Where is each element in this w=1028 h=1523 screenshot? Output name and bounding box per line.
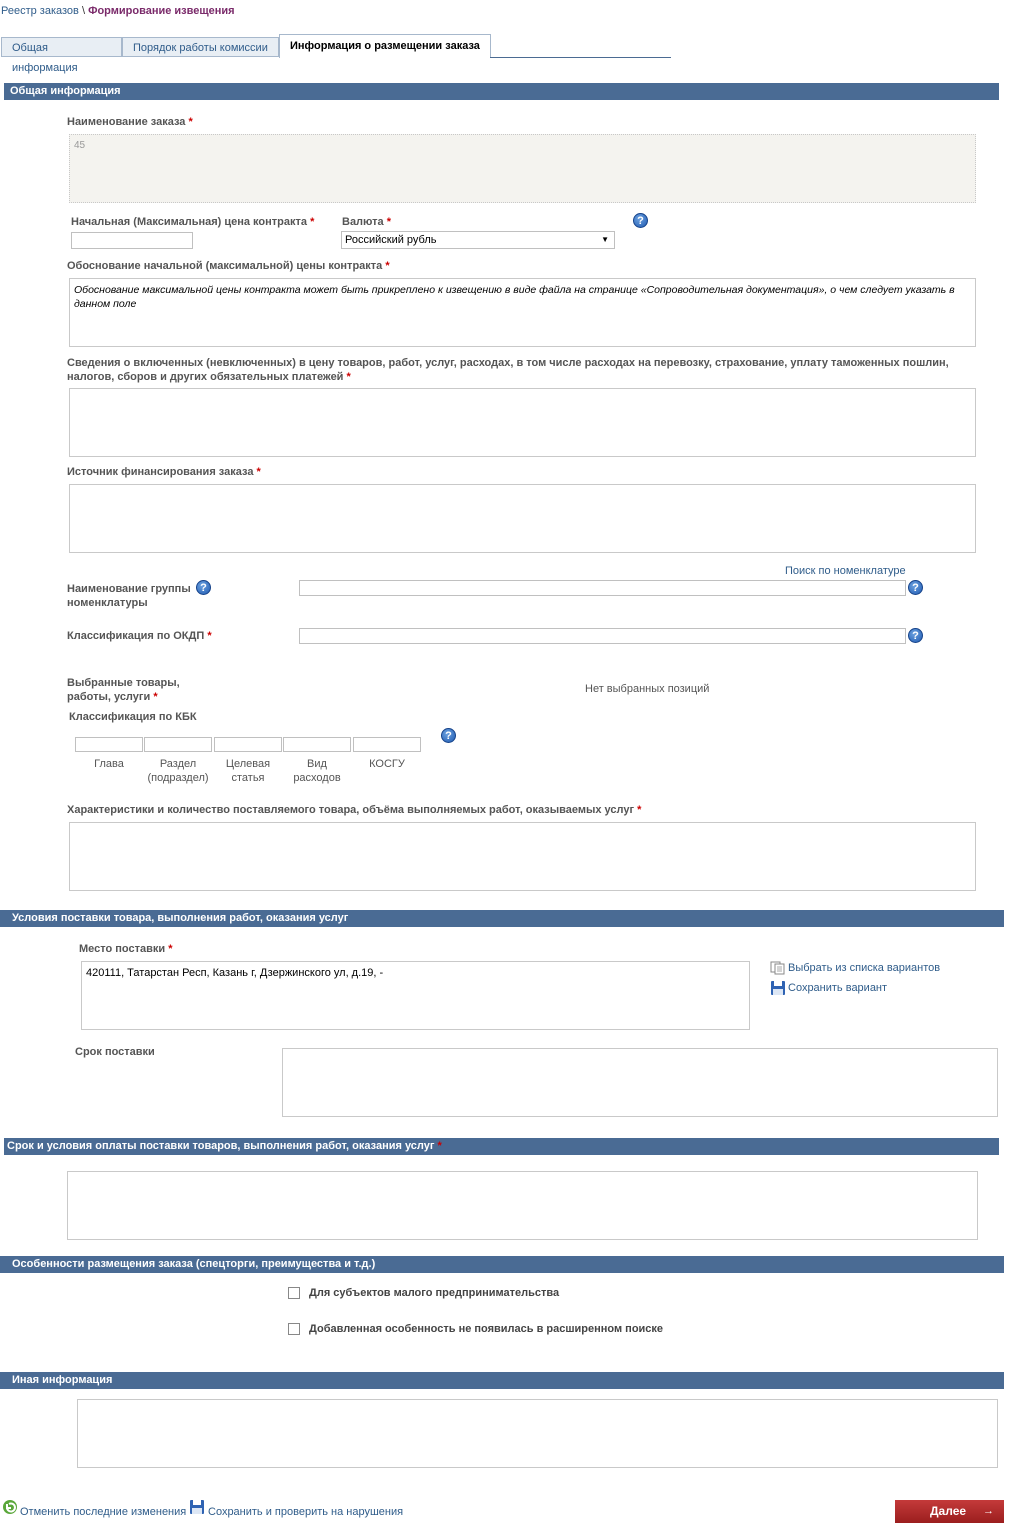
copy-list-icon[interactable] — [770, 961, 786, 975]
required-mark: * — [385, 260, 390, 272]
save-variant-link[interactable]: Сохранить вариант — [788, 982, 888, 994]
okdp-input[interactable] — [299, 628, 906, 644]
arrow-right-icon: → — [983, 1505, 994, 1517]
kbk-section-label: Раздел (подраздел) — [147, 758, 209, 784]
tab-underline — [490, 57, 671, 58]
breadcrumb-parent-link[interactable]: Реестр заказов — [1, 5, 79, 17]
kbk-chapter-label: Глава — [94, 758, 124, 770]
nomenclature-search-link[interactable]: Поиск по номенклатуре — [785, 565, 906, 577]
help-icon[interactable]: ? — [196, 580, 211, 595]
help-icon[interactable]: ? — [908, 580, 923, 595]
price-basis-label — [67, 260, 390, 272]
currency-label — [342, 216, 391, 228]
section-general-header: Общая информация — [4, 83, 999, 100]
funding-source-textarea[interactable] — [69, 484, 976, 553]
required-mark: * — [153, 691, 158, 703]
added-feature-checkbox[interactable] — [288, 1323, 300, 1335]
included-costs-textarea[interactable] — [69, 388, 976, 457]
order-name-label-text: Наименование заказа — [67, 116, 186, 128]
save-disk-icon[interactable] — [770, 980, 786, 996]
save-disk-icon[interactable] — [189, 1499, 205, 1515]
kbk-chapter-input[interactable] — [75, 737, 143, 752]
section-payment-title: Срок и условия оплаты поставки товаров, выполнения работ, оказания услуг — [7, 1140, 435, 1152]
kbk-kosgu-label: КОСГУ — [369, 758, 405, 770]
order-name-value: 45 — [74, 140, 86, 151]
tab-general-info[interactable]: Общая информация — [1, 37, 122, 57]
delivery-term-textarea[interactable] — [282, 1048, 998, 1117]
choose-from-list-link[interactable]: Выбрать из списка вариантов — [788, 962, 941, 974]
no-selection-text: Нет выбранных позиций — [585, 683, 710, 695]
characteristics-label — [67, 804, 641, 816]
breadcrumb-current: Формирование извещения — [88, 5, 235, 17]
included-costs-label — [67, 356, 977, 384]
chevron-down-icon: ▼ — [601, 235, 609, 244]
delivery-place-label — [79, 943, 173, 955]
small-business-checkbox[interactable] — [288, 1287, 300, 1299]
delivery-term-label: Срок поставки — [75, 1046, 155, 1058]
required-mark: * — [256, 466, 261, 478]
required-mark: * — [188, 116, 193, 128]
added-feature-label: Добавленная особенность не появилась в расширенном поиске — [309, 1323, 664, 1335]
help-icon[interactable]: ? — [441, 728, 456, 743]
delivery-place-label-text: Место поставки — [79, 943, 166, 955]
help-icon[interactable]: ? — [633, 213, 648, 228]
price-label — [71, 216, 314, 228]
section-delivery-header: Условия поставки товара, выполнения работ, оказания услуг — [0, 910, 1004, 927]
save-check-link[interactable]: Сохранить и проверить на нарушения — [208, 1506, 404, 1518]
required-mark: * — [346, 371, 351, 383]
kbk-section-input[interactable] — [144, 737, 212, 752]
currency-select[interactable] — [341, 231, 615, 249]
required-mark: * — [168, 943, 173, 955]
price-basis-label-text: Обоснование начальной (максимальной) цены контракта — [67, 260, 383, 272]
required-mark: * — [637, 804, 642, 816]
price-basis-textarea[interactable] — [69, 278, 976, 347]
section-other-header: Иная информация — [0, 1372, 1004, 1389]
characteristics-textarea[interactable] — [69, 822, 976, 891]
small-business-label: Для субъектов малого предпринимательства — [309, 1287, 560, 1299]
next-button[interactable] — [895, 1500, 1004, 1523]
breadcrumb-separator: \ — [78, 5, 89, 17]
okdp-label-text: Классификация по ОКДП — [67, 630, 205, 642]
selected-goods-label-text: Выбранные товары, работы, услуги — [67, 677, 180, 703]
required-mark: * — [207, 630, 212, 642]
okdp-label — [67, 630, 212, 642]
price-basis-text: Обоснование максимальной цены контракта может быть прикреплено к извещению в виде файла на странице «Сопроводительная документация», о чем следует указать в данном поле — [74, 284, 955, 310]
payment-terms-textarea[interactable] — [67, 1171, 978, 1240]
kbk-article-input[interactable] — [214, 737, 282, 752]
kbk-expense-input[interactable] — [283, 737, 351, 752]
kbk-label: Классификация по КБК — [69, 711, 197, 723]
price-input[interactable] — [71, 232, 193, 249]
order-name-label — [67, 116, 193, 128]
delivery-place-textarea[interactable] — [81, 961, 750, 1030]
section-payment-header — [4, 1138, 999, 1155]
order-name-field[interactable] — [69, 134, 976, 203]
nomenclature-group-input[interactable] — [299, 580, 906, 596]
kbk-article-label: Целевая статья — [225, 758, 271, 784]
required-mark: * — [437, 1140, 442, 1152]
tab-commission[interactable]: Порядок работы комиссии — [122, 37, 279, 57]
funding-source-label-text: Источник финансирования заказа — [67, 466, 254, 478]
currency-label-text: Валюта — [342, 216, 384, 228]
required-mark: * — [386, 216, 392, 228]
kbk-expense-label: Вид расходов — [293, 758, 341, 784]
undo-icon[interactable] — [2, 1499, 18, 1515]
next-button-label: Далее — [930, 1504, 967, 1518]
tab-order-placement[interactable]: Информация о размещении заказа — [279, 34, 491, 58]
selected-goods-label — [67, 676, 192, 704]
delivery-place-value: 420111, Татарстан Респ, Казань г, Дзержинского ул, д.19, - — [86, 967, 384, 979]
required-mark: * — [310, 216, 315, 228]
other-info-textarea[interactable] — [77, 1399, 998, 1468]
price-label-text: Начальная (Максимальная) цена контракта — [71, 216, 308, 228]
funding-source-label — [67, 466, 261, 478]
nomenclature-group-label: Наименование группы номенклатуры — [67, 583, 191, 609]
characteristics-label-text: Характеристики и количество поставляемого товара, объёма выполняемых работ, оказываемых услуг — [67, 804, 635, 816]
currency-selected-value: Российский рубль — [345, 234, 437, 246]
included-costs-label-text: Сведения о включенных (невключенных) в цену товаров, работ, услуг, расходах, в том числе расходах на перевозку, страхование, уплату таможенных пошлин, налогов, сборов и других обязательных платежей — [67, 357, 949, 383]
undo-link[interactable]: Отменить последние изменения — [20, 1506, 187, 1518]
breadcrumb — [1, 5, 235, 17]
kbk-kosgu-input[interactable] — [353, 737, 421, 752]
help-icon[interactable]: ? — [908, 628, 923, 643]
section-features-header: Особенности размещения заказа (спецторги, преимущества и т.д.) — [0, 1256, 1004, 1273]
